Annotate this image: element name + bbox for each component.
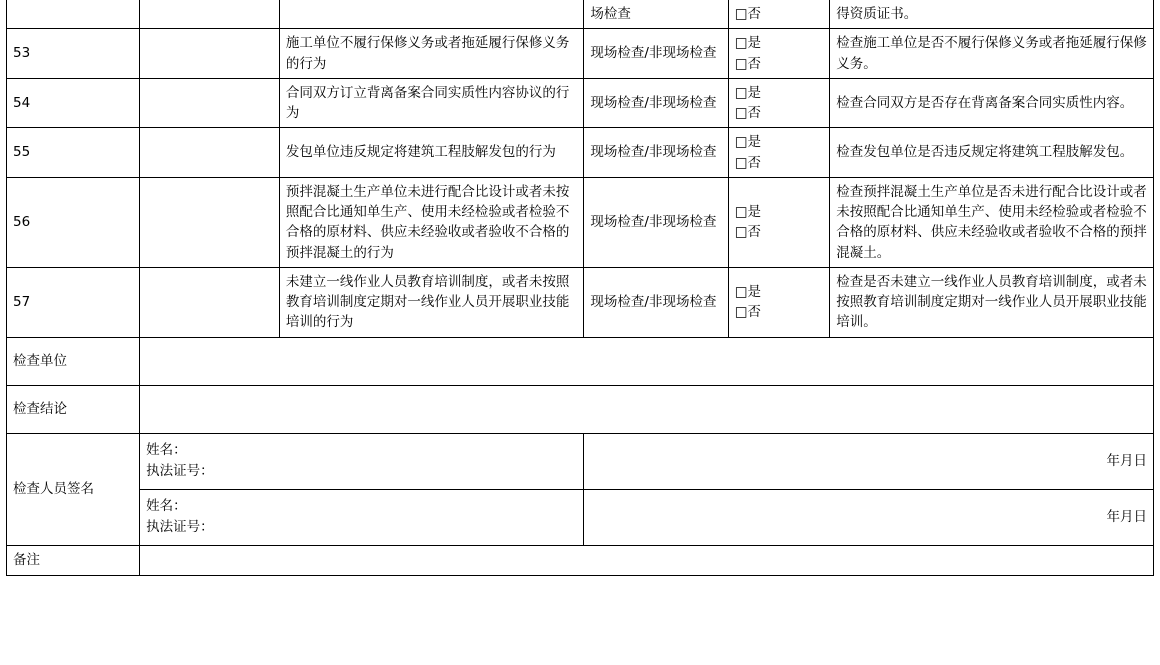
cell-no: 57 [7,267,140,337]
cell-no: 55 [7,128,140,178]
choice-no[interactable]: □否 [734,224,762,241]
cell-method: 现场检查/非现场检查 [584,78,728,128]
cell-choice[interactable] [728,78,830,128]
signature-date[interactable]: 年月日 [584,433,1154,489]
signature-name-label: 姓名： [146,497,187,514]
cell-blank [140,78,280,128]
table-row [7,267,1154,337]
choice-yes[interactable]: □是 [734,84,762,101]
cell-choice[interactable] [728,267,830,337]
cell-no [7,0,140,29]
cell-no: 53 [7,29,140,79]
cell-note: 得资质证书。 [830,0,1154,29]
cell-choice[interactable] [728,177,830,267]
choice-yes[interactable]: □是 [734,134,762,151]
cell-description: 合同双方订立背离备案合同实质性内容协议的行为 [279,78,584,128]
signature-date[interactable]: 年月日 [584,489,1154,545]
cell-blank [140,267,280,337]
conclusion-row [7,385,1154,433]
cell-blank [140,177,280,267]
signature-row [7,489,1154,545]
table-row-partial [7,0,1154,29]
signature-cert-label: 执法证号： [146,463,214,480]
cell-blank [140,29,280,79]
inspect-unit-value[interactable] [140,337,1154,385]
signature-cert-label: 执法证号： [146,519,214,536]
cell-description: 施工单位不履行保修义务或者拖延履行保修义务的行为 [279,29,584,79]
table-row [7,177,1154,267]
cell-note: 检查发包单位是否违反规定将建筑工程肢解发包。 [830,128,1154,178]
signature-name-label: 姓名： [146,441,187,458]
cell-blank [140,128,280,178]
signature-name-block[interactable] [140,489,584,545]
cell-description [279,0,584,29]
cell-choice[interactable] [728,128,830,178]
inspect-unit-row [7,337,1154,385]
inspection-form-table [6,0,1154,576]
choice-yes[interactable]: □是 [734,204,762,220]
choice-yes[interactable]: □是 [734,35,762,52]
cell-method: 场检查 [584,0,728,29]
remark-label: 备注 [7,545,140,575]
choice-no[interactable]: □否 [734,105,762,121]
remark-value[interactable] [140,545,1154,575]
table-row [7,78,1154,128]
cell-description: 发包单位违反规定将建筑工程肢解发包的行为 [279,128,584,178]
signature-row [7,433,1154,489]
cell-method: 现场检查/非现场检查 [584,267,728,337]
table-row [7,29,1154,79]
choice-no[interactable]: □否 [734,304,762,321]
cell-method: 现场检查/非现场检查 [584,177,728,267]
cell-no: 54 [7,78,140,128]
cell-method: 现场检查/非现场检查 [584,29,728,79]
cell-note: 检查是否未建立一线作业人员教育培训制度，或者未按照教育培训制度定期对一线作业人员开展职业技能培训。 [830,267,1154,337]
cell-no: 56 [7,177,140,267]
cell-choice[interactable] [728,29,830,79]
choice-no[interactable]: □否 [734,154,762,171]
signature-name-block[interactable] [140,433,584,489]
cell-note: 检查施工单位是否不履行保修义务或者拖延履行保修义务。 [830,29,1154,79]
remark-row [7,545,1154,575]
cell-blank [140,0,280,29]
cell-note: 检查预拌混凝土生产单位是否未进行配合比设计或者未按照配合比通知单生产、使用未经检验或者检验不合格的原材料、供应未经验收或者验收不合格的预拌混凝土。 [830,177,1154,267]
choice-yes[interactable]: □是 [734,283,762,300]
cell-choice[interactable]: □否 [728,0,830,29]
cell-note: 检查合同双方是否存在背离备案合同实质性内容。 [830,78,1154,128]
cell-method: 现场检查/非现场检查 [584,128,728,178]
signature-label: 检查人员签名 [7,433,140,545]
inspect-unit-label: 检查单位 [7,337,140,385]
conclusion-value[interactable] [140,385,1154,433]
cell-description: 预拌混凝土生产单位未进行配合比设计或者未按照配合比通知单生产、使用未经检验或者检验不合格的原材料、供应未经验收或者验收不合格的预拌混凝土的行为 [279,177,584,267]
conclusion-label: 检查结论 [7,385,140,433]
table-row [7,128,1154,178]
choice-no[interactable]: □否 [734,55,762,72]
cell-description: 未建立一线作业人员教育培训制度，或者未按照教育培训制度定期对一线作业人员开展职业技能培训的行为 [279,267,584,337]
